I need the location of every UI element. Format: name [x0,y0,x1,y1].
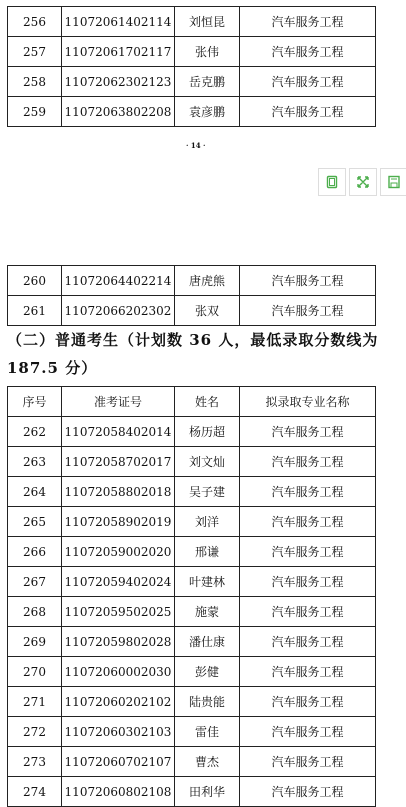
copy-icon [325,175,339,189]
exam-id-cell: 11072060202102 [62,687,175,717]
name-cell: 岳克鹏 [175,67,240,97]
floating-toolbar [318,168,406,196]
name-cell: 叶建林 [175,567,240,597]
expand-icon [356,175,370,189]
name-cell: 刘文灿 [175,447,240,477]
major-cell: 汽车服务工程 [240,657,376,687]
seq-cell: 271 [8,687,62,717]
major-cell: 汽车服务工程 [240,97,376,127]
exam-id-cell: 11072059502025 [62,597,175,627]
section-heading: （二）普通考生（计划数 36 人，最低录取分数线为 187.5 分） [7,331,379,377]
table-row [8,477,376,507]
exam-id-cell: 11072059402024 [62,567,175,597]
major-cell: 汽车服务工程 [240,537,376,567]
table-row [8,597,376,627]
major-cell: 汽车服务工程 [240,717,376,747]
admission-table-continued [7,265,376,326]
major-cell: 汽车服务工程 [240,447,376,477]
exam-id-cell: 11072060802108 [62,777,175,807]
admission-table-top [7,6,376,127]
name-cell: 刘洋 [175,507,240,537]
table-row [8,717,376,747]
major-cell: 汽车服务工程 [240,747,376,777]
name-cell: 唐虎熊 [175,266,240,296]
name-cell: 曹杰 [175,747,240,777]
save-button[interactable] [380,168,406,196]
major-cell: 汽车服务工程 [240,567,376,597]
header-exam-id: 准考证号 [62,387,175,417]
page-number: · 14 · [186,141,206,150]
exam-id-cell: 11072060702107 [62,747,175,777]
name-cell: 吴子建 [175,477,240,507]
table-row [8,627,376,657]
exam-id-cell: 11072062302123 [62,67,175,97]
table-row [8,97,376,127]
exam-id-cell: 11072058402014 [62,417,175,447]
seq-cell: 257 [8,37,62,67]
major-cell: 汽车服务工程 [240,597,376,627]
admission-table-general [7,386,376,807]
table-row [8,657,376,687]
expand-button[interactable] [349,168,377,196]
seq-cell: 268 [8,597,62,627]
name-cell: 田利华 [175,777,240,807]
name-cell: 刘恒昆 [175,7,240,37]
major-cell: 汽车服务工程 [240,67,376,97]
name-cell: 杨历超 [175,417,240,447]
table-row [8,507,376,537]
header-seq: 序号 [8,387,62,417]
header-name: 姓名 [175,387,240,417]
exam-id-cell: 11072061702117 [62,37,175,67]
seq-cell: 267 [8,567,62,597]
seq-cell: 265 [8,507,62,537]
table-row [8,777,376,807]
exam-id-cell: 11072061402114 [62,7,175,37]
name-cell: 施蒙 [175,597,240,627]
seq-cell: 272 [8,717,62,747]
table-header-row [8,387,376,417]
table-row [8,296,376,326]
table-row [8,447,376,477]
table-row [8,37,376,67]
major-cell: 汽车服务工程 [240,7,376,37]
seq-cell: 273 [8,747,62,777]
name-cell: 雷佳 [175,717,240,747]
exam-id-cell: 11072060002030 [62,657,175,687]
seq-cell: 259 [8,97,62,127]
exam-id-cell: 11072058902019 [62,507,175,537]
name-cell: 彭健 [175,657,240,687]
seq-cell: 258 [8,67,62,97]
name-cell: 张双 [175,296,240,326]
major-cell: 汽车服务工程 [240,37,376,67]
major-cell: 汽车服务工程 [240,507,376,537]
table-row [8,417,376,447]
exam-id-cell: 11072059802028 [62,627,175,657]
seq-cell: 261 [8,296,62,326]
major-cell: 汽车服务工程 [240,627,376,657]
name-cell: 张伟 [175,37,240,67]
exam-id-cell: 11072066202302 [62,296,175,326]
table-row [8,567,376,597]
seq-cell: 270 [8,657,62,687]
major-cell: 汽车服务工程 [240,266,376,296]
exam-id-cell: 11072064402214 [62,266,175,296]
exam-id-cell: 11072059002020 [62,537,175,567]
table-row [8,266,376,296]
header-major: 拟录取专业名称 [240,387,376,417]
seq-cell: 263 [8,447,62,477]
major-cell: 汽车服务工程 [240,777,376,807]
seq-cell: 264 [8,477,62,507]
major-cell: 汽车服务工程 [240,687,376,717]
name-cell: 陆贵能 [175,687,240,717]
table-row [8,687,376,717]
exam-id-cell: 11072058802018 [62,477,175,507]
exam-id-cell: 11072060302103 [62,717,175,747]
seq-cell: 274 [8,777,62,807]
exam-id-cell: 11072058702017 [62,447,175,477]
seq-cell: 262 [8,417,62,447]
copy-button[interactable] [318,168,346,196]
exam-id-cell: 11072063802208 [62,97,175,127]
major-cell: 汽车服务工程 [240,477,376,507]
major-cell: 汽车服务工程 [240,296,376,326]
seq-cell: 269 [8,627,62,657]
name-cell: 潘仕康 [175,627,240,657]
seq-cell: 266 [8,537,62,567]
name-cell: 邢谦 [175,537,240,567]
major-cell: 汽车服务工程 [240,417,376,447]
seq-cell: 260 [8,266,62,296]
seq-cell: 256 [8,7,62,37]
name-cell: 袁彦鹏 [175,97,240,127]
table-row [8,67,376,97]
table-row [8,7,376,37]
table-row [8,747,376,777]
save-icon [387,175,401,189]
table-row [8,537,376,567]
